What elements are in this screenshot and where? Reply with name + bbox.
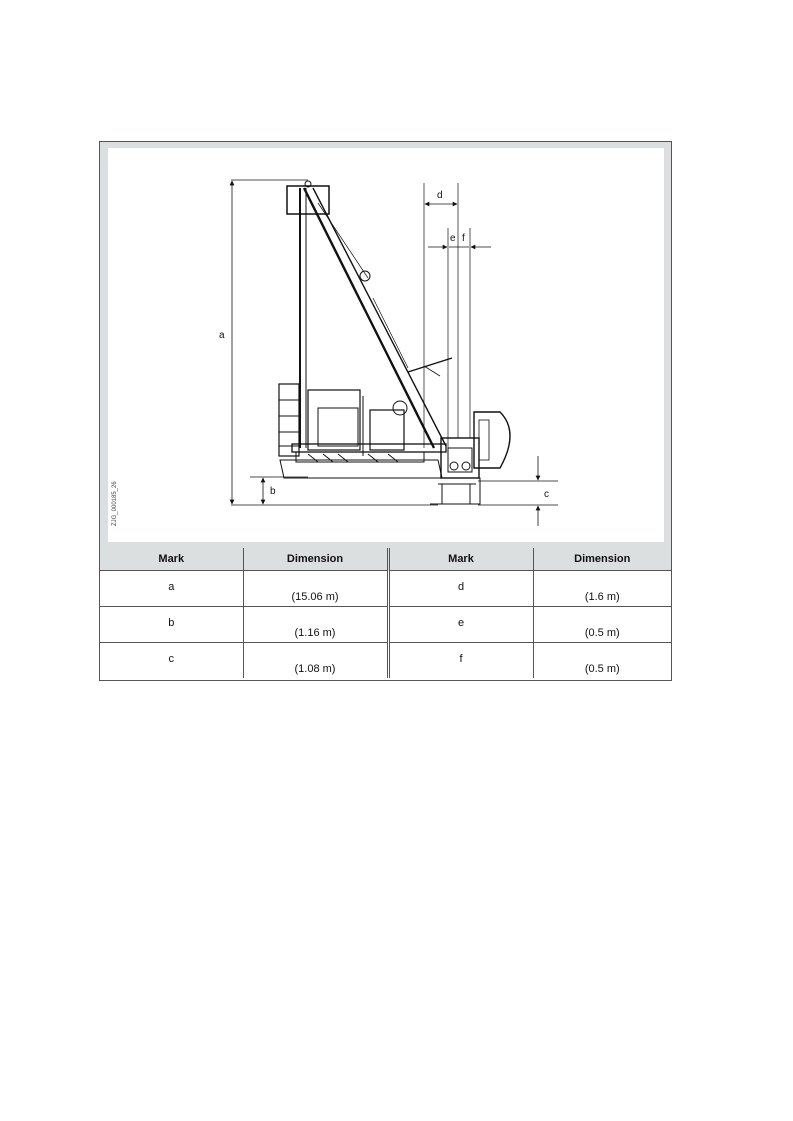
figure-frame [99, 141, 672, 681]
mark-value: c [168, 653, 174, 665]
crane-side-view-diagram [108, 148, 664, 542]
figure-panel [100, 142, 671, 549]
mark-cell [100, 643, 243, 679]
figure-id-label: ZJG_000185_26 [112, 481, 118, 526]
dimension-cell [533, 571, 671, 607]
dimension-label-d: d [437, 190, 443, 201]
mark-value: d [457, 581, 465, 593]
table-row [100, 643, 671, 679]
dimension-label-b: b [270, 486, 276, 497]
dimension-value: (15.06 m) [291, 591, 339, 603]
dimension-label-a: a [219, 330, 225, 341]
dimension-cell [243, 607, 388, 643]
crane-drawing [108, 148, 664, 542]
dimension-value: (0.5 m) [584, 627, 620, 639]
dimension-cell [243, 643, 388, 679]
mark-cell [388, 643, 533, 679]
dimension-label-f: f [462, 233, 465, 244]
dimension-value: (1.6 m) [584, 591, 620, 603]
header-dimension-left: Dimension [243, 548, 388, 571]
dimension-cell [533, 643, 671, 679]
mark-cell [100, 607, 243, 643]
table-row [100, 607, 671, 643]
table-row [100, 571, 671, 607]
dimension-table [100, 548, 671, 678]
header-dimension-right: Dimension [533, 548, 671, 571]
dimension-cell [243, 571, 388, 607]
mark-cell [388, 607, 533, 643]
dimension-cell [533, 607, 671, 643]
dimension-label-e: e [450, 233, 456, 244]
mark-value: e [457, 617, 465, 629]
dimension-value: (0.5 m) [584, 663, 620, 675]
mark-value: b [168, 617, 175, 629]
dimension-value: (1.08 m) [294, 663, 336, 675]
dimension-value: (1.16 m) [294, 627, 336, 639]
table-header-row [100, 548, 671, 571]
mark-cell [388, 571, 533, 607]
header-mark-left: Mark [100, 548, 243, 571]
mark-value: f [459, 653, 463, 665]
dimension-label-c: c [544, 489, 549, 500]
header-mark-right: Mark [388, 548, 533, 571]
mark-cell [100, 571, 243, 607]
mark-value: a [168, 581, 175, 593]
